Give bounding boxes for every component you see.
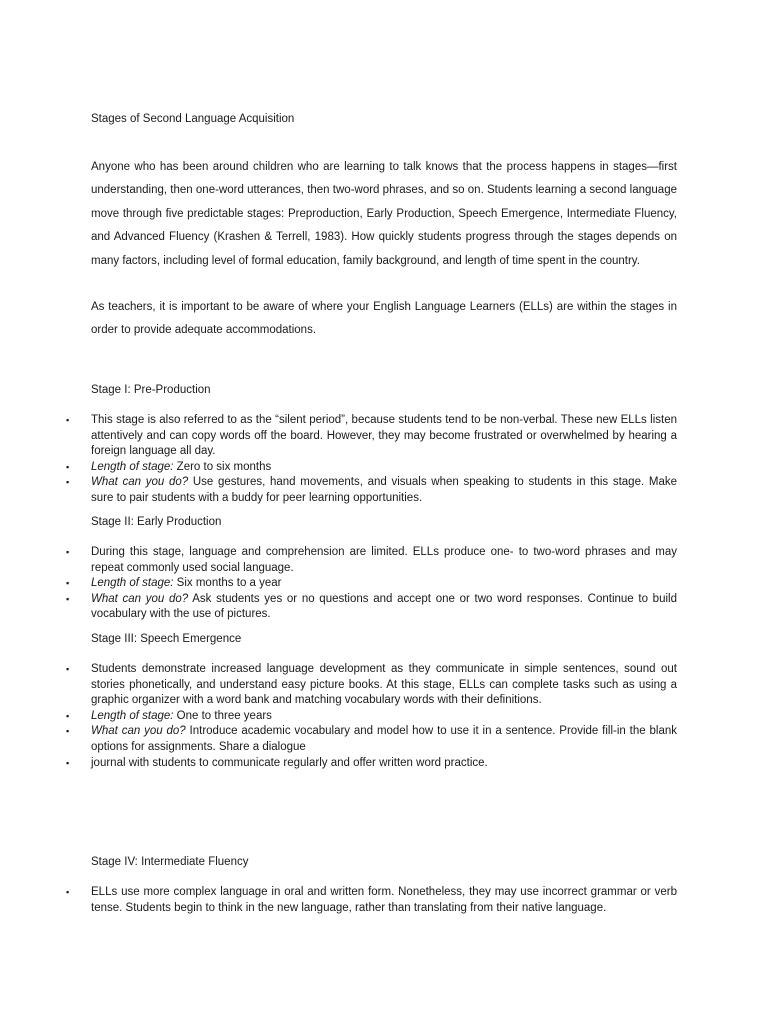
list-item — [0, 756, 677, 772]
todo-value: Use gestures, hand movements, and visuals when speaking to students in this stage. Make sure to pair students with a buddy for peer learning opportunities. — [91, 476, 677, 504]
stage-3-heading: Stage III: Speech Emergence — [91, 633, 242, 645]
intro-paragraph-2: As teachers, it is important to be aware of where your English Language Learners (ELLs) are within the stages in order to provide adequate accommodations. — [91, 301, 677, 337]
bullet-icon: ▪ — [66, 710, 70, 721]
bullet-icon: ▪ — [66, 477, 70, 488]
stage-1-list — [0, 413, 768, 507]
list-item — [0, 413, 677, 460]
list-item — [0, 475, 677, 506]
bullet-icon: ▪ — [66, 461, 70, 472]
length-label: Length of stage: — [91, 577, 174, 590]
stage-4-heading: Stage IV: Intermediate Fluency — [91, 856, 249, 868]
stage-1-heading: Stage I: Pre-Production — [91, 384, 211, 396]
length-value: Zero to six months — [173, 460, 272, 473]
length-value: Six months to a year — [173, 577, 282, 590]
list-item — [0, 545, 677, 576]
bullet-icon: ▪ — [66, 757, 70, 768]
stage-3-list — [0, 662, 768, 771]
length-value: One to three years — [173, 709, 272, 722]
stage-4-list — [0, 885, 768, 916]
stage-4-description: ELLs use more complex language in oral and written form. Nonetheless, they may use incorrect grammar or verb tense. Students begin to think in the new language, rather than translating from their native language. — [91, 886, 677, 914]
bullet-icon: ▪ — [66, 547, 70, 557]
list-item — [0, 592, 677, 623]
todo-label: What can you do? — [91, 476, 189, 489]
todo-value: Introduce academic vocabulary and model how to use it in a sentence. Provide fill-in the blank options for assignments. Share a dialogue — [91, 725, 677, 753]
todo-value: Ask students yes or no questions and accept one or two word responses. Continue to build vocabulary with the use of pictures. — [91, 592, 677, 621]
stage-3-description: Students demonstrate increased language development as they communicate in simple sentences, sound out stories phonetically, and understand easy picture books. At this stage, ELLs can complete tasks such as using a graphic organizer with a word bank and matching vocabulary words with their definitions. — [91, 663, 677, 707]
bullet-icon: ▪ — [66, 664, 70, 674]
list-item — [0, 724, 677, 755]
list-item — [0, 662, 677, 709]
stage-2-heading: Stage II: Early Production — [91, 516, 222, 528]
todo-label: What can you do? — [91, 725, 186, 738]
document-title: Stages of Second Language Acquisition — [91, 113, 295, 125]
todo-label: What can you do? — [91, 592, 189, 605]
bullet-icon: ▪ — [66, 887, 70, 897]
bullet-icon: ▪ — [66, 415, 70, 425]
stage-2-description: During this stage, language and comprehension are limited. ELLs produce one- to two-word phrases and may repeat commonly used social language. — [91, 546, 677, 574]
list-item — [0, 885, 677, 916]
bullet-icon: ▪ — [66, 593, 70, 604]
bullet-icon: ▪ — [66, 578, 70, 589]
stage-2-list — [0, 545, 768, 623]
list-item — [0, 576, 677, 592]
list-item — [0, 460, 677, 476]
list-item — [0, 709, 677, 725]
stage-1-description: This stage is also referred to as the “silent period”, because students tend to be non-verbal. These new ELLs listen attentively and can copy words off the board. However, they may become frustrated or overwhelmed by hearing a foreign language all day. — [91, 414, 677, 458]
stage-3-extra: journal with students to communicate regularly and offer written word practice. — [91, 756, 488, 769]
length-label: Length of stage: — [91, 709, 174, 722]
bullet-icon: ▪ — [66, 726, 70, 737]
length-label: Length of stage: — [91, 460, 174, 473]
intro-paragraph-1: Anyone who has been around children who are learning to talk knows that the process happens in stages—first understanding, then one-word utterances, then two-word phrases, and so on. Students learning a second language move through five predictable stages: Preproduction, Early Production, Speech Emergence, Intermediate Fluency, and Advanced Fluency (Krashen & Terrell, 1983). How quickly students progress through the stages depends on many factors, including level of formal education, family background, and length of time spent in the country. — [91, 161, 677, 267]
